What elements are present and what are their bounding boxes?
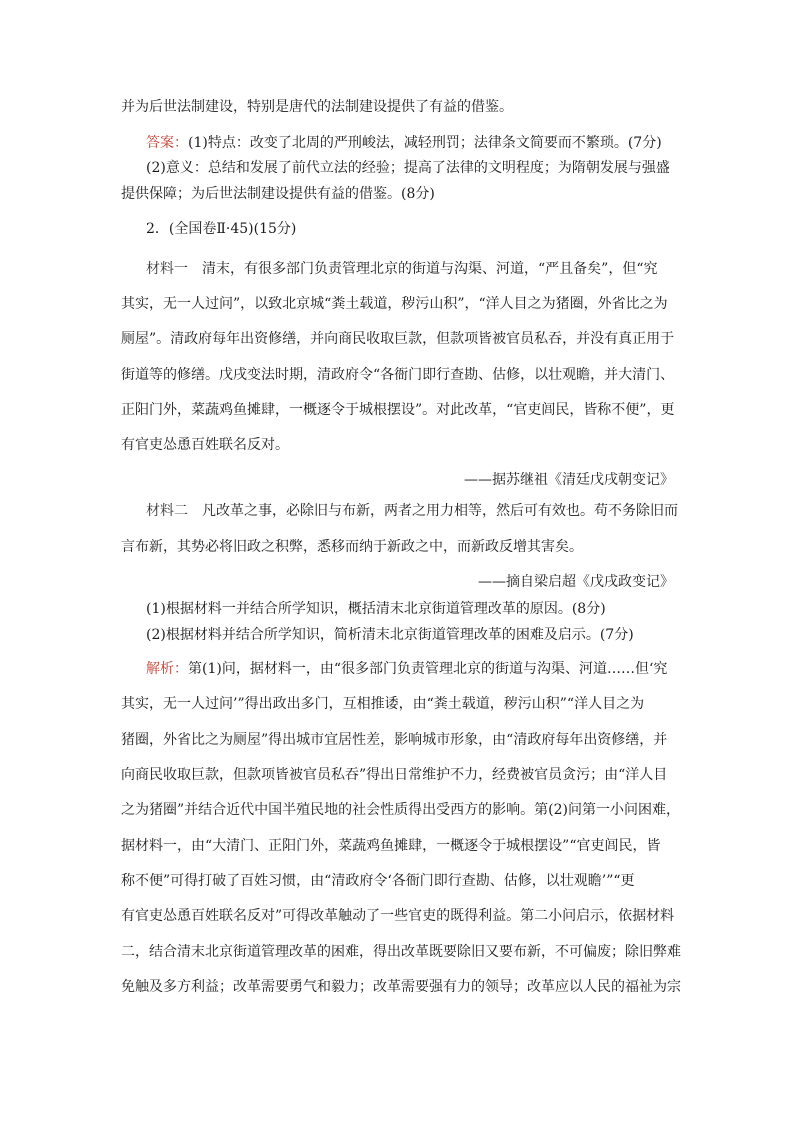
material-text: 凡改革之事，必除旧与布新，两者之用力相等，然后可有效也。苟不务除旧而 xyxy=(202,503,678,519)
text-line: 有官吏怂恿百姓联名反对。 xyxy=(121,437,289,453)
text-line: 厕屋”。清政府每年出资修缮，并向商民收取巨款，但款项皆被官员私吞，并没有真正用于 xyxy=(121,331,675,347)
material-label: 材料二 xyxy=(146,503,188,519)
question-line: (2)根据材料并结合所学知识，简析清末北京街道管理改革的困难及启示。(7分) xyxy=(146,627,634,643)
text-line: 有官吏怂恿百姓联名反对”可得改革触动了一些官吏的既得利益。第二小问启示，依据材料 xyxy=(121,908,675,924)
source-citation: ——摘自梁启超《戊戌政变记》 xyxy=(478,574,674,590)
text-line: 据材料一，由“大清门、正阳门外，菜蔬鸡鱼摊肆，一概逐令于城根摆设”“官吏闾民，皆 xyxy=(121,838,661,854)
text-line: (2)意义：总结和发展了前代立法的经验；提高了法律的文明程度；为隋朝发展与强盛 xyxy=(146,160,670,176)
source-citation: ——据苏继祖《清廷戊戌朝变记》 xyxy=(464,472,674,488)
text-line: 向商民收取巨款，但款项皆被官员私吞”得出日常维护不力，经费被官员贪污；由“洋人目 xyxy=(121,767,668,783)
text-line: 提供保障；为后世法制建设提供有益的借鉴。(8分) xyxy=(121,186,435,202)
text-line: 之为猪圈”并结合近代中国半殖民地的社会性质得出受西方的影响。第(2)问第一小问困难， xyxy=(121,802,680,818)
text-line: 其实，无一人过问’”得出政出多门，互相推诿，由“粪土载道，秽污山积”“洋人目之为 xyxy=(121,696,645,712)
answer-text: (1)特点：改变了北周的严刑峻法，减轻刑罚；法律条文简要而不繁琐。(7分) xyxy=(188,135,662,151)
analysis-text: 第(1)问，据材料一，由“很多部门负责管理北京的街道与沟渠、河道……但‘究 xyxy=(188,661,668,677)
material-label: 材料一 xyxy=(146,261,188,277)
text-line: 其实，无一人过问”，以致北京城“粪土载道，秽污山积”，“洋人目之为猪圈，外省比之为 xyxy=(121,296,668,312)
analysis-label: 解析： xyxy=(146,661,188,677)
text-line: 二，结合清末北京街道管理改革的困难，得出改革既要除旧又要布新，不可偏废；除旧弊难 xyxy=(121,944,681,960)
analysis-line xyxy=(146,659,667,679)
text-line: 猪圈，外省比之为厕屋”得出城市宜居性差，影响城市形象，由“清政府每年出资修缮，并 xyxy=(121,732,668,748)
text-line: 免触及多方利益；改革需要勇气和毅力；改革需要强有力的领导；改革应以人民的福祉为宗 xyxy=(121,979,681,995)
material-line xyxy=(146,259,657,279)
question-line: (1)根据材料一并结合所学知识，概括清末北京街道管理改革的原因。(8分) xyxy=(146,601,606,617)
answer-label: 答案： xyxy=(146,135,188,151)
material-line xyxy=(146,501,678,521)
text-line: 街道等的修缮。戊戌变法时期，清政府令“各衙门即行查勘、估修，以壮观瞻，并大清门、 xyxy=(121,367,675,383)
question-heading: 2．(全国卷Ⅱ·45)(15分) xyxy=(146,221,297,237)
material-text: 清末，有很多部门负责管理北京的街道与沟渠、河道，“严且备矣”，但“究 xyxy=(202,261,658,277)
answer-line xyxy=(146,133,662,153)
text-line: 正阳门外，菜蔬鸡鱼摊肆，一概逐令于城根摆设”。对此改革，“官吏闾民，皆称不便”，更 xyxy=(121,402,675,418)
text-line: 并为后世法制建设，特别是唐代的法制建设提供了有益的借鉴。 xyxy=(121,99,513,115)
text-line: 称不便”可得打破了百姓习惯，由“清政府令‘各衙门即行查勘、估修，以壮观瞻’”“更 xyxy=(121,873,635,889)
text-line: 言布新，其势必将旧政之积弊，悉移而纳于新政之中，而新政反增其害矣。 xyxy=(121,539,583,555)
